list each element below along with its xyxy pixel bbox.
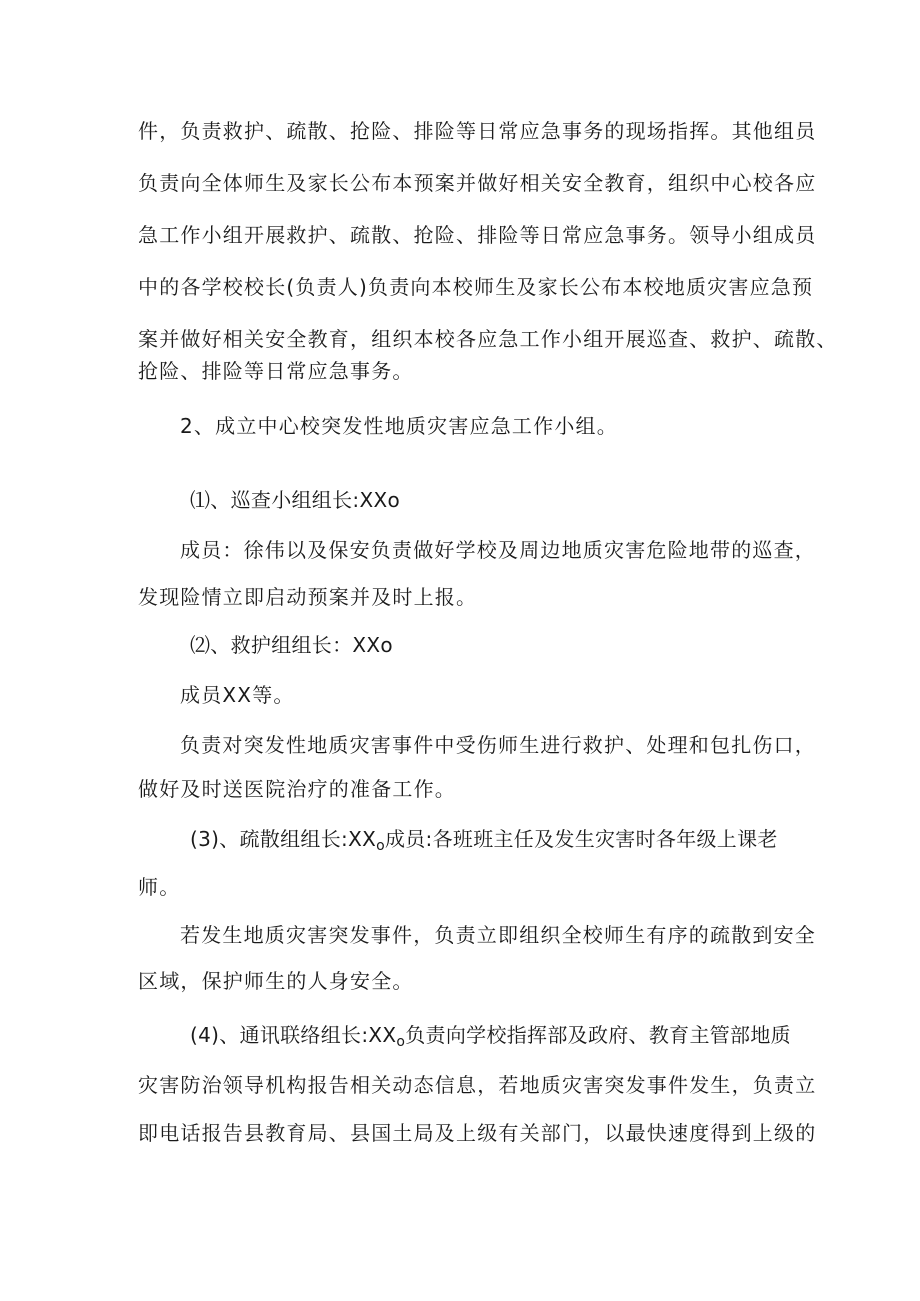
subsection-text: 负责向学校指挥部及政府、教育主管部地质 [405,1023,791,1047]
subsection-text: 成员:各班班主任及发生灾害时各年级上课老 [384,827,778,851]
section-heading: 2、成立中心校突发性地质灾害应急工作小组。 [180,414,618,438]
paragraph-line: 件，负责救护、疏散、抢险、排险等日常应急事务的现场指挥。其他组员 [138,119,817,143]
subsection-title: (3)、疏散组组长:XX [190,827,377,851]
paragraph-line: 成员XX等。 [180,683,295,707]
paragraph-line: 灾害防治领导机构报告相关动态信息，若地质灾害突发事件发生，负责立 [138,1073,817,1097]
paragraph-line: 区域，保护师生的人身安全。 [138,969,414,993]
subsection-heading: ⑵、救护组组长：XXo [190,633,393,657]
subscript-mark: o [396,1034,406,1050]
paragraph-line: 师。 [138,875,181,899]
subsection-heading [190,826,778,859]
paragraph-line: 案并做好相关安全教育，组织本校各应急工作小组开展巡查、救护、疏散、 [138,327,838,351]
subsection-title: (4)、通讯联络组长:XX [190,1023,397,1047]
paragraph-line: 即电话报告县教育局、县国土局及上级有关部门，以最快速度得到上级的 [138,1121,817,1145]
paragraph-line: 发现险情立即启动预案并及时上报。 [138,585,478,609]
subscript-mark: o [376,838,385,854]
paragraph-line: 若发生地质灾害突发事件，负责立即组织全校师生有序的疏散到安全 [180,923,816,947]
paragraph-line: 做好及时送医院治疗的准备工作。 [138,777,456,801]
paragraph-line: 中的各学校校长(负责人)负责向本校师生及家长公布本校地质灾害应急预 [138,275,814,299]
paragraph-line: 负责向全体师生及家长公布本预案并做好相关安全教育，组织中心校各应 [138,171,817,195]
paragraph-line: 抢险、排险等日常应急事务。 [138,359,414,383]
paragraph-line: 成员：徐伟以及保安负责做好学校及周边地质灾害危险地带的巡查， [180,538,816,562]
subsection-heading [190,1022,791,1055]
paragraph-line: 负责对突发性地质灾害事件中受伤师生进行救护、处理和包扎伤口， [180,733,816,757]
paragraph-line: 急工作小组开展救护、疏散、抢险、排险等日常应急事务。领导小组成员 [138,223,817,247]
subsection-heading: ⑴、巡查小组组长:XXo [190,488,400,512]
